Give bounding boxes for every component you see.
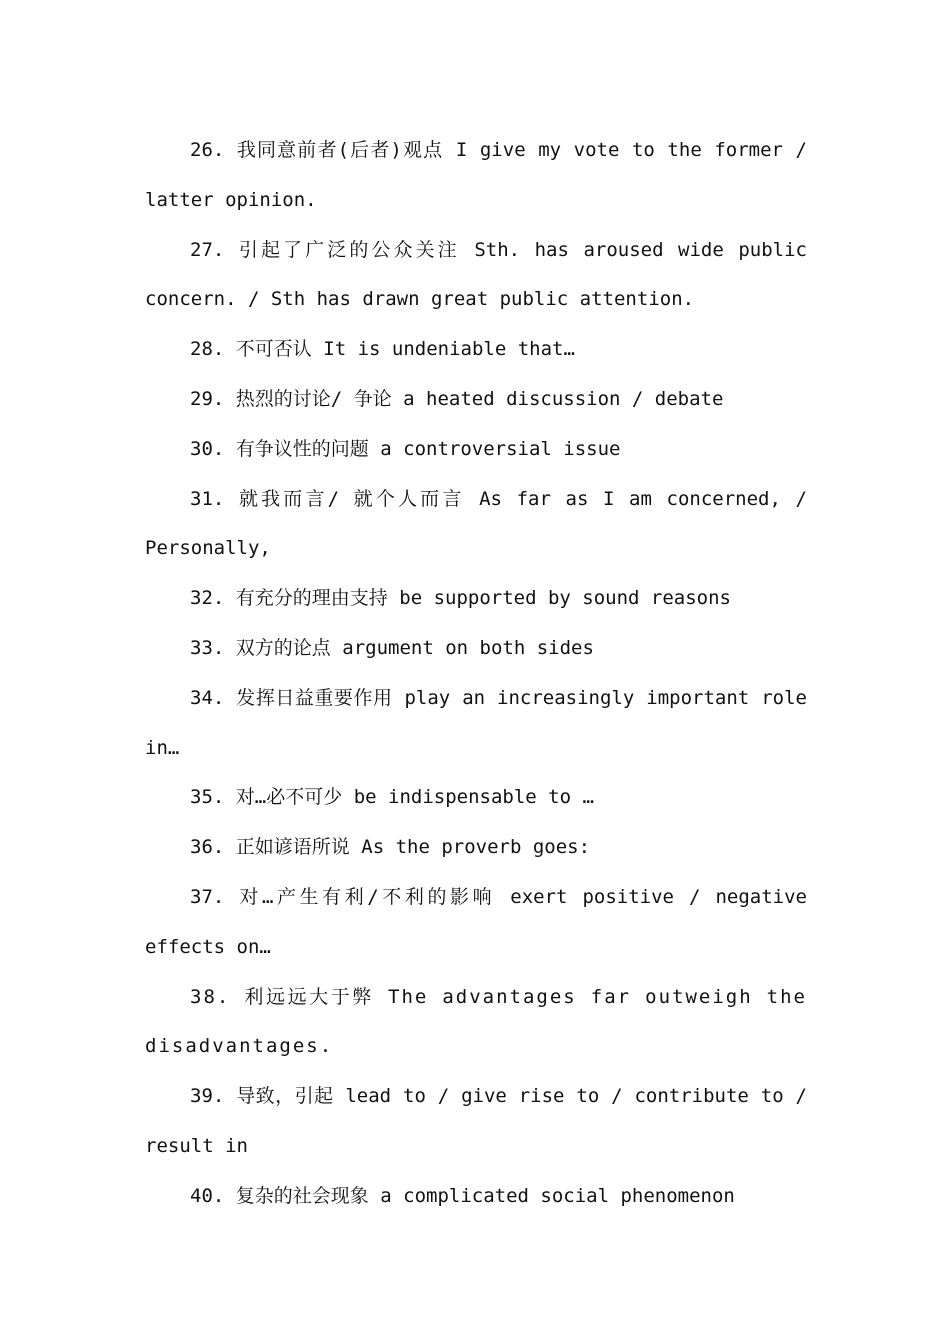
list-item	[145, 823, 807, 873]
list-item	[145, 773, 807, 823]
item-english: As the proverb goes:	[361, 836, 591, 859]
item-chinese: 对…产生有利/不利的影响	[239, 885, 496, 908]
list-item	[145, 973, 807, 1073]
item-english: It is undeniable that…	[323, 338, 575, 361]
item-number: 26.	[190, 139, 225, 161]
item-english: exert positive / negative effects on…	[145, 885, 807, 958]
item-english: Sth. has aroused wide public concern. / Sth has drawn great public attention.	[145, 238, 807, 311]
item-english: play an increasingly important role in…	[145, 686, 807, 759]
item-chinese: 利远远大于弊	[244, 985, 374, 1008]
item-english: be supported by sound reasons	[399, 587, 731, 610]
item-chinese: 双方的论点	[235, 636, 331, 659]
item-number: 29.	[190, 387, 225, 410]
item-number: 39.	[190, 1085, 225, 1108]
item-number: 30.	[190, 437, 225, 460]
item-number: 40.	[190, 1184, 225, 1207]
item-english: argument on both sides	[342, 636, 594, 659]
list-item	[145, 425, 807, 475]
item-chinese: 导致，引起	[236, 1085, 334, 1108]
item-chinese: 有争议性的问题	[235, 437, 369, 460]
item-english: a heated discussion / debate	[403, 387, 724, 410]
list-item	[145, 475, 807, 575]
item-chinese: 正如谚语所说	[235, 836, 350, 859]
item-number: 37.	[190, 885, 225, 908]
item-number: 34.	[190, 686, 225, 709]
item-chinese: 我同意前者(后者)观点	[236, 139, 444, 161]
list-item	[145, 1072, 807, 1172]
item-number: 36.	[190, 836, 225, 859]
item-chinese: 就我而言/ 就个人而言	[238, 487, 465, 510]
item-chinese: 发挥日益重要作用	[236, 686, 393, 709]
item-number: 28.	[190, 338, 225, 361]
item-english: a controversial issue	[380, 437, 621, 460]
list-item	[145, 873, 807, 973]
list-item	[145, 126, 807, 226]
item-number: 38.	[190, 985, 231, 1008]
list-item	[145, 226, 807, 326]
item-number: 31.	[190, 487, 225, 510]
list-item	[145, 674, 807, 774]
list-item	[145, 574, 807, 624]
item-english: be indispensable to …	[353, 786, 594, 809]
list-item	[145, 325, 807, 375]
item-number: 33.	[190, 636, 225, 659]
item-chinese: 有充分的理由支持	[235, 587, 388, 610]
item-number: 32.	[190, 587, 225, 610]
item-english: lead to / give rise to / contribute to / result in	[145, 1085, 807, 1157]
item-english: a complicated social phenomenon	[380, 1184, 735, 1207]
list-item	[145, 375, 807, 425]
item-chinese: 不可否认	[235, 338, 312, 361]
list-item	[145, 1172, 807, 1222]
item-number: 27.	[190, 238, 225, 261]
item-chinese: 热烈的讨论/ 争论	[235, 387, 392, 410]
item-chinese: 引起了广泛的公众关注	[238, 238, 460, 261]
item-english: The advantages far outweigh the disadvantages.	[145, 985, 807, 1058]
item-english: As far as I am concerned, / Personally,	[145, 487, 807, 560]
item-number: 35.	[190, 786, 225, 809]
list-item	[145, 624, 807, 674]
item-english: I give my vote to the former / latter opinion.	[145, 139, 807, 211]
item-chinese: 复杂的社会现象	[235, 1184, 369, 1207]
phrase-list	[145, 126, 807, 1222]
item-chinese: 对…必不可少	[235, 786, 343, 809]
